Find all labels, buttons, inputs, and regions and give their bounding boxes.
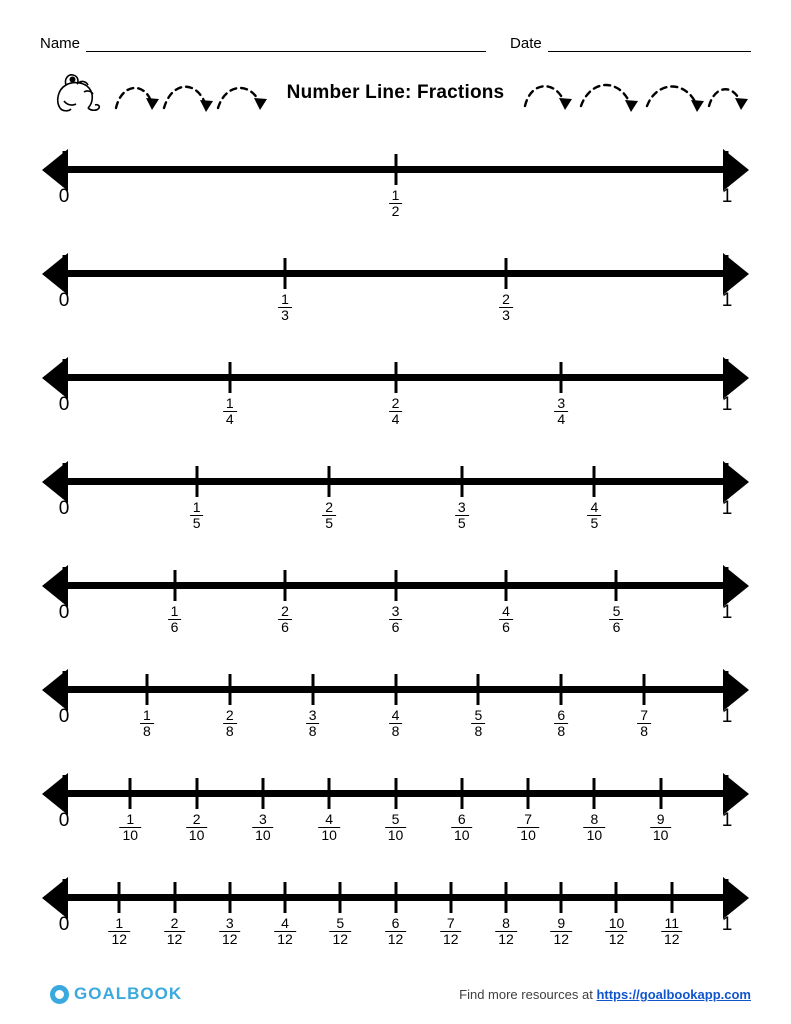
fraction-label bbox=[108, 916, 130, 949]
fraction-label bbox=[499, 604, 513, 637]
tick-mark bbox=[394, 154, 397, 185]
fraction-numerator: 1 bbox=[126, 811, 135, 827]
tick-label-zero: 0 bbox=[58, 706, 70, 727]
tick-label-one: 1 bbox=[721, 290, 733, 311]
tick-mark bbox=[283, 882, 286, 913]
tick-mark bbox=[394, 882, 397, 913]
fraction-denominator: 10 bbox=[252, 827, 274, 843]
name-input[interactable] bbox=[86, 35, 486, 52]
fraction-label bbox=[554, 396, 568, 429]
tick-mark bbox=[593, 778, 596, 809]
fraction-numerator: 11 bbox=[664, 915, 680, 931]
tick-mark bbox=[670, 882, 673, 913]
tick-label-zero: 0 bbox=[58, 810, 70, 831]
fraction bbox=[584, 812, 606, 842]
fraction bbox=[278, 292, 292, 322]
number-line bbox=[0, 452, 791, 556]
fraction-label bbox=[278, 292, 292, 325]
tick-label-zero: 0 bbox=[58, 186, 70, 207]
tick-mark bbox=[195, 778, 198, 809]
fraction bbox=[223, 708, 237, 738]
fraction-denominator: 12 bbox=[108, 931, 130, 947]
tick-mark bbox=[63, 463, 66, 499]
tick-mark bbox=[615, 570, 618, 601]
fraction-label bbox=[587, 500, 601, 533]
fraction-denominator: 6 bbox=[168, 619, 182, 635]
tick-mark bbox=[63, 775, 66, 811]
fraction bbox=[517, 812, 539, 842]
fraction-denominator: 6 bbox=[499, 619, 513, 635]
fraction-denominator: 8 bbox=[471, 723, 485, 739]
fraction-label bbox=[223, 708, 237, 741]
fraction bbox=[610, 604, 624, 634]
fraction bbox=[389, 708, 403, 738]
number-line-axis bbox=[64, 270, 727, 277]
fraction bbox=[278, 604, 292, 634]
fraction-denominator: 8 bbox=[554, 723, 568, 739]
tick-mark bbox=[63, 255, 66, 291]
fraction-label bbox=[318, 812, 340, 845]
tick-mark bbox=[328, 778, 331, 809]
tick-label-zero: 0 bbox=[58, 914, 70, 935]
fraction-numerator: 3 bbox=[258, 811, 267, 827]
number-line-inner bbox=[42, 140, 749, 244]
fraction bbox=[554, 396, 568, 426]
fraction-denominator: 8 bbox=[306, 723, 320, 739]
fraction-denominator: 10 bbox=[451, 827, 473, 843]
tick-mark bbox=[228, 362, 231, 393]
tick-mark bbox=[527, 778, 530, 809]
tick-mark bbox=[311, 674, 314, 705]
tick-mark bbox=[726, 775, 729, 811]
number-line-inner bbox=[42, 244, 749, 348]
fraction-numerator: 4 bbox=[391, 707, 400, 723]
fraction-label bbox=[661, 916, 683, 949]
fraction-numerator: 6 bbox=[557, 707, 566, 723]
tick-mark bbox=[394, 570, 397, 601]
fraction bbox=[120, 812, 142, 842]
fraction-label bbox=[190, 500, 204, 533]
tick-mark bbox=[145, 674, 148, 705]
fraction-denominator: 5 bbox=[587, 515, 601, 531]
fraction bbox=[661, 916, 683, 946]
tick-mark bbox=[560, 882, 563, 913]
fraction bbox=[329, 916, 351, 946]
fraction-numerator: 2 bbox=[391, 395, 400, 411]
fraction-numerator: 2 bbox=[281, 603, 289, 619]
number-line bbox=[0, 764, 791, 868]
fraction-label bbox=[120, 812, 142, 845]
fraction-denominator: 12 bbox=[440, 931, 462, 947]
fraction bbox=[385, 916, 407, 946]
fraction-label bbox=[223, 396, 237, 429]
fraction-label bbox=[584, 812, 606, 845]
fraction bbox=[219, 916, 241, 946]
number-line bbox=[0, 868, 791, 972]
tick-label-zero: 0 bbox=[58, 394, 70, 415]
fraction bbox=[499, 604, 513, 634]
fraction bbox=[168, 604, 182, 634]
fraction-numerator: 9 bbox=[557, 915, 566, 931]
fraction-label bbox=[164, 916, 186, 949]
tick-mark bbox=[560, 674, 563, 705]
number-line bbox=[0, 244, 791, 348]
fraction bbox=[318, 812, 340, 842]
fraction-denominator: 12 bbox=[661, 931, 683, 947]
tick-mark bbox=[505, 570, 508, 601]
fraction-label bbox=[274, 916, 296, 949]
tick-mark bbox=[394, 362, 397, 393]
fraction bbox=[389, 188, 403, 218]
fraction-numerator: 1 bbox=[192, 499, 201, 515]
fraction-denominator: 5 bbox=[322, 515, 336, 531]
tick-mark bbox=[726, 567, 729, 603]
fraction bbox=[451, 812, 473, 842]
fraction-numerator: 4 bbox=[325, 811, 334, 827]
goalbook-logo-text: GOALBOOK bbox=[74, 984, 183, 1003]
fraction-denominator: 4 bbox=[554, 411, 568, 427]
tick-label-one: 1 bbox=[721, 602, 733, 623]
goalbook-logo-icon bbox=[50, 985, 69, 1004]
number-lines-container bbox=[0, 140, 791, 972]
fraction bbox=[587, 500, 601, 530]
fraction-denominator: 8 bbox=[223, 723, 237, 739]
fraction bbox=[322, 500, 336, 530]
fraction-denominator: 12 bbox=[219, 931, 241, 947]
tick-mark bbox=[505, 258, 508, 289]
fraction bbox=[274, 916, 296, 946]
fraction-denominator: 12 bbox=[274, 931, 296, 947]
fraction-denominator: 4 bbox=[389, 411, 403, 427]
fraction-label bbox=[329, 916, 351, 949]
fraction-numerator: 9 bbox=[656, 811, 665, 827]
fraction-denominator: 6 bbox=[278, 619, 292, 635]
fraction-label bbox=[168, 604, 182, 637]
tick-mark bbox=[261, 778, 264, 809]
tick-mark bbox=[615, 882, 618, 913]
fraction bbox=[164, 916, 186, 946]
date-input[interactable] bbox=[548, 35, 751, 52]
fraction-denominator: 8 bbox=[637, 723, 651, 739]
fraction-label bbox=[455, 500, 469, 533]
tick-mark bbox=[228, 674, 231, 705]
tick-mark bbox=[726, 671, 729, 707]
fraction-label bbox=[550, 916, 572, 949]
tick-mark bbox=[726, 879, 729, 915]
fraction-label bbox=[606, 916, 628, 949]
tick-mark bbox=[63, 359, 66, 395]
tick-mark bbox=[328, 466, 331, 497]
fraction bbox=[455, 500, 469, 530]
tick-label-one: 1 bbox=[721, 186, 733, 207]
fraction-numerator: 3 bbox=[391, 603, 400, 619]
fraction-denominator: 10 bbox=[385, 827, 407, 843]
tick-label-zero: 0 bbox=[58, 498, 70, 519]
tick-mark bbox=[505, 882, 508, 913]
fraction-label bbox=[495, 916, 517, 949]
fraction-denominator: 12 bbox=[329, 931, 351, 947]
fraction-numerator: 1 bbox=[115, 915, 124, 931]
fraction-label bbox=[517, 812, 539, 845]
fraction-label bbox=[471, 708, 485, 741]
fraction-denominator: 12 bbox=[164, 931, 186, 947]
fraction-numerator: 7 bbox=[524, 811, 532, 827]
fraction-numerator: 4 bbox=[502, 603, 510, 619]
number-line-inner bbox=[42, 556, 749, 660]
tick-mark bbox=[560, 362, 563, 393]
tick-label-one: 1 bbox=[721, 498, 733, 519]
fraction-label bbox=[322, 500, 336, 533]
tick-mark bbox=[593, 466, 596, 497]
dashed-hop-arrows-icon bbox=[521, 74, 751, 118]
tick-label-one: 1 bbox=[721, 706, 733, 727]
fraction bbox=[223, 396, 237, 426]
number-line bbox=[0, 660, 791, 764]
tick-mark bbox=[460, 466, 463, 497]
fraction-numerator: 1 bbox=[170, 603, 179, 619]
tick-mark bbox=[63, 567, 66, 603]
fraction-denominator: 3 bbox=[499, 307, 513, 323]
tick-mark bbox=[449, 882, 452, 913]
tick-mark bbox=[283, 258, 286, 289]
fraction bbox=[389, 604, 403, 634]
fraction-denominator: 10 bbox=[120, 827, 142, 843]
fraction-numerator: 7 bbox=[640, 707, 649, 723]
fraction bbox=[440, 916, 462, 946]
fraction-numerator: 4 bbox=[281, 915, 289, 931]
fraction-label bbox=[306, 708, 320, 741]
fraction-label bbox=[554, 708, 568, 741]
fraction bbox=[650, 812, 672, 842]
tick-mark bbox=[643, 674, 646, 705]
fraction-numerator: 3 bbox=[457, 499, 466, 515]
name-label: Name bbox=[40, 35, 81, 52]
number-line-axis bbox=[64, 478, 727, 485]
goalbook-link[interactable]: https://goalbookapp.com bbox=[596, 987, 751, 1002]
fraction bbox=[606, 916, 628, 946]
tick-mark bbox=[726, 359, 729, 395]
fraction-denominator: 6 bbox=[389, 619, 403, 635]
tick-mark bbox=[477, 674, 480, 705]
fraction-numerator: 6 bbox=[457, 811, 466, 827]
fraction-numerator: 1 bbox=[281, 291, 289, 307]
tick-mark bbox=[394, 674, 397, 705]
fraction-numerator: 3 bbox=[225, 915, 234, 931]
fraction-numerator: 2 bbox=[192, 811, 201, 827]
number-line bbox=[0, 140, 791, 244]
tick-label-zero: 0 bbox=[58, 290, 70, 311]
tick-mark bbox=[726, 151, 729, 187]
fraction bbox=[499, 292, 513, 322]
fraction-label bbox=[278, 604, 292, 637]
fraction-label bbox=[389, 188, 403, 221]
fraction-label bbox=[140, 708, 154, 741]
number-line-inner bbox=[42, 660, 749, 764]
fraction bbox=[550, 916, 572, 946]
tick-mark bbox=[118, 882, 121, 913]
date-label: Date bbox=[510, 35, 542, 52]
fraction-denominator: 12 bbox=[606, 931, 628, 947]
tick-label-zero: 0 bbox=[58, 602, 70, 623]
fraction bbox=[140, 708, 154, 738]
tick-mark bbox=[63, 151, 66, 187]
fraction-numerator: 8 bbox=[590, 811, 599, 827]
header bbox=[40, 28, 751, 52]
tick-mark bbox=[63, 879, 66, 915]
fraction bbox=[389, 396, 403, 426]
fraction-numerator: 1 bbox=[142, 707, 151, 723]
number-line-inner bbox=[42, 452, 749, 556]
fraction bbox=[108, 916, 130, 946]
fraction-denominator: 5 bbox=[455, 515, 469, 531]
fraction-label bbox=[389, 396, 403, 429]
fraction-label bbox=[650, 812, 672, 845]
fraction bbox=[495, 916, 517, 946]
fraction-label bbox=[637, 708, 651, 741]
tick-mark bbox=[63, 671, 66, 707]
fraction-numerator: 1 bbox=[225, 395, 234, 411]
fraction-denominator: 10 bbox=[517, 827, 539, 843]
number-line bbox=[0, 348, 791, 452]
tick-mark bbox=[173, 882, 176, 913]
tick-mark bbox=[173, 570, 176, 601]
fraction-numerator: 6 bbox=[391, 915, 400, 931]
fraction bbox=[637, 708, 651, 738]
fraction bbox=[252, 812, 274, 842]
footer-resources bbox=[459, 987, 751, 1002]
tick-mark bbox=[726, 255, 729, 291]
fraction-denominator: 6 bbox=[610, 619, 624, 635]
fraction-denominator: 10 bbox=[186, 827, 208, 843]
fraction-numerator: 3 bbox=[557, 395, 566, 411]
title-row bbox=[40, 62, 751, 122]
fraction-numerator: 2 bbox=[502, 291, 510, 307]
footer-resources-text: Find more resources at bbox=[459, 987, 593, 1002]
fraction-label bbox=[252, 812, 274, 845]
fraction-denominator: 12 bbox=[385, 931, 407, 947]
fraction bbox=[554, 708, 568, 738]
fraction-label bbox=[499, 292, 513, 325]
tick-mark bbox=[339, 882, 342, 913]
tick-mark bbox=[659, 778, 662, 809]
tick-mark bbox=[394, 778, 397, 809]
fraction-denominator: 10 bbox=[650, 827, 672, 843]
fraction-numerator: 2 bbox=[225, 707, 234, 723]
fraction-numerator: 5 bbox=[391, 811, 400, 827]
fraction-numerator: 3 bbox=[308, 707, 317, 723]
fraction-numerator: 5 bbox=[474, 707, 483, 723]
fraction-denominator: 8 bbox=[389, 723, 403, 739]
fraction-numerator: 4 bbox=[590, 499, 599, 515]
fraction-numerator: 1 bbox=[391, 187, 400, 203]
fraction-denominator: 2 bbox=[389, 203, 403, 219]
fraction-numerator: 10 bbox=[608, 915, 625, 931]
tick-mark bbox=[726, 463, 729, 499]
fraction-label bbox=[440, 916, 462, 949]
tick-mark bbox=[460, 778, 463, 809]
fraction-denominator: 12 bbox=[550, 931, 572, 947]
fraction-numerator: 5 bbox=[612, 603, 621, 619]
fraction bbox=[385, 812, 407, 842]
fraction-label bbox=[610, 604, 624, 637]
fraction-label bbox=[219, 916, 241, 949]
fraction-label bbox=[451, 812, 473, 845]
fraction-label bbox=[389, 604, 403, 637]
fraction-denominator: 10 bbox=[318, 827, 340, 843]
fraction bbox=[471, 708, 485, 738]
fraction-label bbox=[385, 812, 407, 845]
fraction-label bbox=[385, 916, 407, 949]
tick-label-one: 1 bbox=[721, 810, 733, 831]
number-line bbox=[0, 556, 791, 660]
number-line-inner bbox=[42, 764, 749, 868]
page-title: Number Line: Fractions bbox=[286, 82, 505, 103]
fraction-denominator: 5 bbox=[190, 515, 204, 531]
tick-label-one: 1 bbox=[721, 914, 733, 935]
fraction-label bbox=[186, 812, 208, 845]
fraction-denominator: 12 bbox=[495, 931, 517, 947]
fraction-numerator: 5 bbox=[336, 915, 345, 931]
tick-mark bbox=[228, 882, 231, 913]
footer bbox=[40, 972, 751, 1006]
fraction-numerator: 2 bbox=[325, 499, 334, 515]
number-line-inner bbox=[42, 348, 749, 452]
fraction-denominator: 8 bbox=[140, 723, 154, 739]
fraction bbox=[306, 708, 320, 738]
fraction bbox=[186, 812, 208, 842]
fraction-label bbox=[389, 708, 403, 741]
fraction-denominator: 3 bbox=[278, 307, 292, 323]
tick-label-one: 1 bbox=[721, 394, 733, 415]
tick-mark bbox=[283, 570, 286, 601]
tick-mark bbox=[195, 466, 198, 497]
tick-mark bbox=[129, 778, 132, 809]
fraction-numerator: 2 bbox=[170, 915, 179, 931]
fraction-numerator: 7 bbox=[446, 915, 455, 931]
goalbook-logo bbox=[50, 984, 182, 1004]
fraction bbox=[190, 500, 204, 530]
fraction-denominator: 4 bbox=[223, 411, 237, 427]
fraction-numerator: 8 bbox=[502, 915, 510, 931]
number-line-inner bbox=[42, 868, 749, 972]
fraction-denominator: 10 bbox=[584, 827, 606, 843]
